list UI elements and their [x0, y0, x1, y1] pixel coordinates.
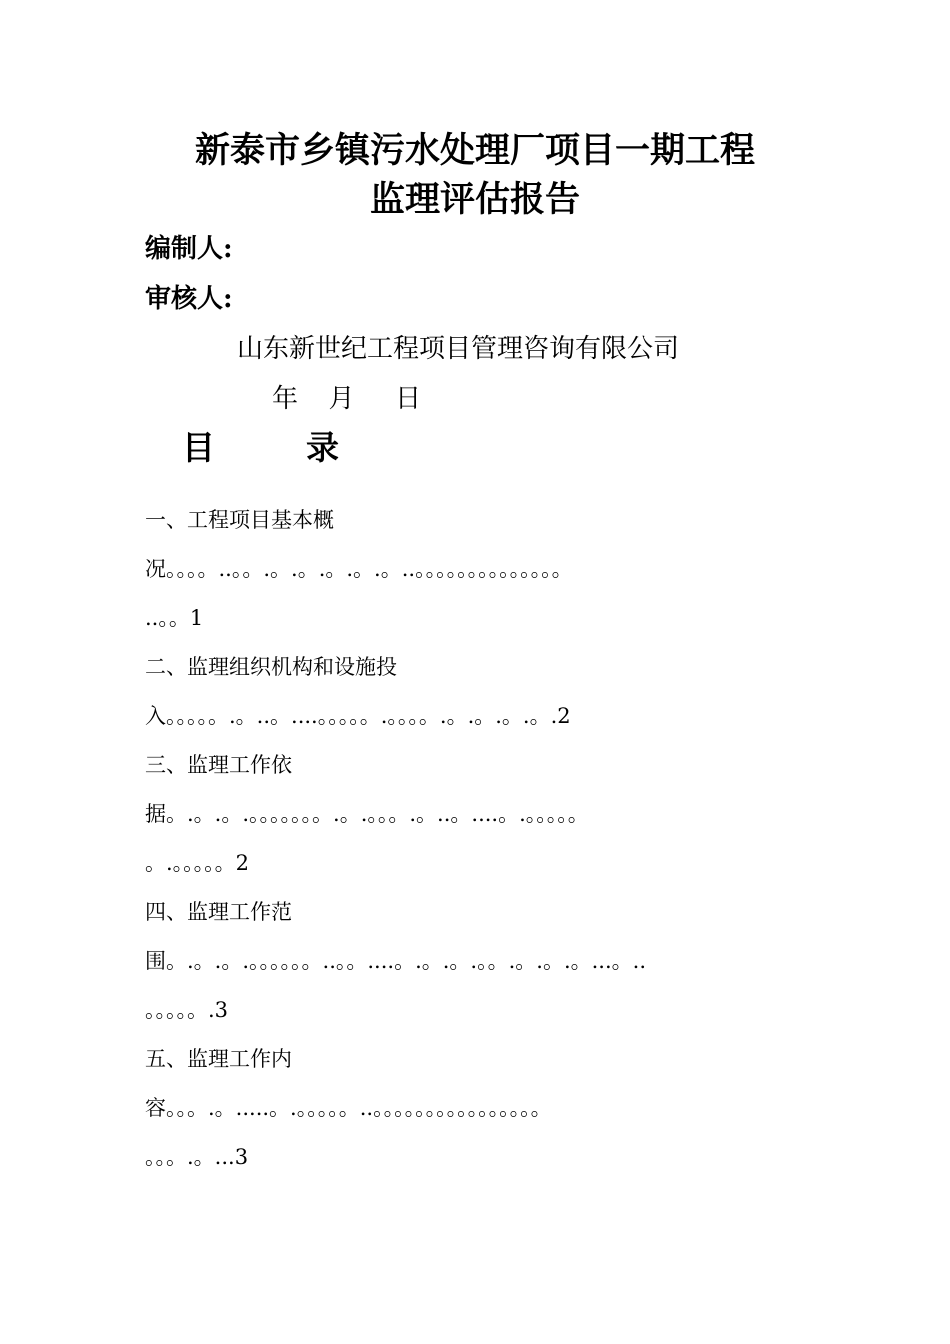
toc-heading: [182, 428, 339, 467]
toc-heading-part1: 目: [182, 428, 215, 467]
toc-entry-1-page[interactable]: ..。。1: [145, 606, 204, 630]
toc-entry-4-leader[interactable]: 围。.。.。.。。。。。。..。。....。.。.。.。。.。.。.。...。..: [145, 949, 647, 973]
toc-entry-3-title[interactable]: 三、监理工作依: [145, 753, 292, 777]
toc-entry-2-leader[interactable]: 入。。。。。.。..。....。。。。。.。。。。.。.。.。.。.2: [145, 704, 571, 728]
toc-entry-5-title[interactable]: 五、监理工作内: [145, 1047, 292, 1071]
toc-entry-2-title[interactable]: 二、监理组织机构和设施投: [145, 655, 397, 679]
toc-entry-1-title[interactable]: 一、工程项目基本概: [145, 508, 334, 532]
toc-entry-5-page[interactable]: 。。。.。...3: [145, 1145, 249, 1169]
date-day-label: 日: [395, 384, 422, 414]
editor-label: 编制人:: [145, 234, 233, 264]
date-year-label: 年: [272, 384, 299, 414]
date-month-label: 月: [328, 384, 355, 414]
document-title-line2: 监理评估报告: [369, 179, 580, 220]
toc-entry-5-leader[interactable]: 容。。。.。.....。.。。。。。..。。。。。。。。。。。。。。。。: [145, 1096, 552, 1120]
toc-entry-3-leader[interactable]: 据。.。.。.。。。。。。。.。.。。。.。..。....。.。。。。。: [145, 802, 589, 826]
toc-entry-1-leader[interactable]: 况。。。。..。。.。.。.。.。.。..。。。。。。。。。。。。。。: [145, 557, 573, 581]
document-title-line1: 新泰市乡镇污水处理厂项目一期工程: [194, 130, 755, 171]
toc-entry-4-page[interactable]: 。。。。。.3: [145, 998, 229, 1022]
reviewer-label: 审核人:: [145, 284, 233, 314]
company-name: 山东新世纪工程项目管理咨询有限公司: [237, 334, 680, 364]
toc-heading-part2: 录: [306, 428, 339, 467]
toc-entry-3-page[interactable]: 。.。。。。。2: [145, 851, 250, 875]
date-line: [272, 386, 421, 412]
toc-entry-4-title[interactable]: 四、监理工作范: [145, 900, 292, 924]
